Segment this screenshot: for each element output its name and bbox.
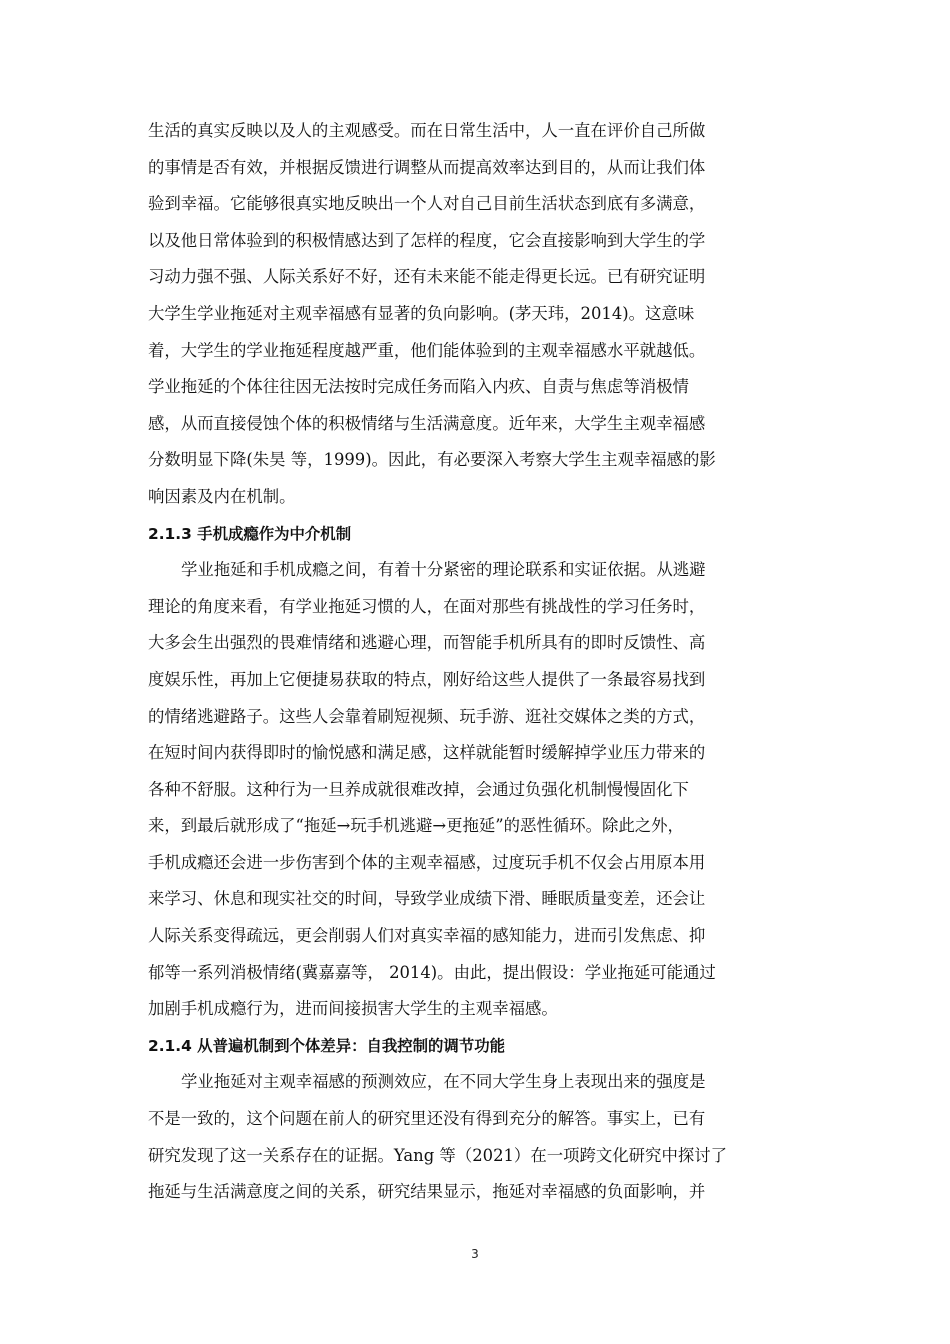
text-line: 响因素及内在机制。 — [148, 486, 296, 506]
text-line: 大多会生出强烈的畏难情绪和逃避心理，而智能手机所具有的即时反馈性、高 — [148, 633, 706, 653]
paragraph-continued — [148, 113, 803, 516]
text-line: 郁等一系列消极情绪(冀嘉嘉等， 2014)。由此，提出假设：学业拖延可能通过 — [148, 962, 716, 982]
text-line: 学业拖延对主观幸福感的预测效应，在不同大学生身上表现出来的强度是 — [181, 1072, 706, 1092]
text-line: 来，到最后就形成了“拖延→玩手机逃避→更拖延”的恶性循环。除此之外， — [148, 816, 684, 836]
page-body — [148, 113, 803, 1211]
section-heading-2-1-4: 2.1.4 从普遍机制到个体差异：自我控制的调节功能 — [148, 1036, 505, 1055]
text-line: 拖延与生活满意度之间的关系，研究结果显示，拖延对幸福感的负面影响，并 — [148, 1182, 706, 1202]
text-line: 感，从而直接侵蚀个体的积极情绪与生活满意度。近年来，大学生主观幸福感 — [148, 413, 706, 433]
text-line: 度娱乐性，再加上它便捷易获取的特点，刚好给这些人提供了一条最容易找到 — [148, 669, 706, 689]
text-line: 不是一致的，这个问题在前人的研究里还没有得到充分的解答。事实上，已有 — [148, 1109, 706, 1129]
paragraph-section-2-1-3 — [148, 552, 803, 1028]
text-line: 手机成瘾还会进一步伤害到个体的主观幸福感，过度玩手机不仅会占用原本用 — [148, 852, 706, 872]
page-number: 3 — [471, 1247, 479, 1261]
text-line: 的事情是否有效，并根据反馈进行调整从而提高效率达到目的，从而让我们体 — [148, 157, 706, 177]
text-line: 理论的角度来看，有学业拖延习惯的人，在面对那些有挑战性的学习任务时， — [148, 596, 706, 616]
text-line: 人际关系变得疏远，更会削弱人们对真实幸福的感知能力，进而引发焦虑、抑 — [148, 926, 706, 946]
paragraph-section-2-1-4 — [148, 1064, 803, 1210]
text-line: 验到幸福。它能够很真实地反映出一个人对自己目前生活状态到底有多满意， — [148, 194, 706, 214]
text-line: 学业拖延和手机成瘾之间，有着十分紧密的理论联系和实证依据。从逃避 — [181, 560, 706, 580]
text-line: 学业拖延的个体往往因无法按时完成任务而陷入内疚、自责与焦虑等消极情 — [148, 377, 689, 397]
text-line: 大学生学业拖延对主观幸福感有显著的负向影响。(茅天玮，2014)。这意味 — [148, 303, 695, 323]
text-line: 各种不舒服。这种行为一旦养成就很难改掉，会通过负强化机制慢慢固化下 — [148, 779, 689, 799]
text-line: 生活的真实反映以及人的主观感受。而在日常生活中，人一直在评价自己所做 — [148, 121, 706, 140]
text-line: 的情绪逃避路子。这些人会靠着刷短视频、玩手游、逛社交媒体之类的方式， — [148, 706, 706, 726]
text-line: 着，大学生的学业拖延程度越严重，他们能体验到的主观幸福感水平就越低。 — [148, 340, 706, 360]
text-line: 以及他日常体验到的积极情感达到了怎样的程度，它会直接影响到大学生的学 — [148, 230, 706, 250]
text-line: 习动力强不强、人际关系好不好，还有未来能不能走得更长远。已有研究证明 — [148, 267, 706, 287]
text-line: 加剧手机成瘾行为，进而间接损害大学生的主观幸福感。 — [148, 999, 558, 1019]
text-line: 在短时间内获得即时的愉悦感和满足感，这样就能暂时缓解掉学业压力带来的 — [148, 743, 706, 763]
text-line: 来学习、休息和现实社交的时间，导致学业成绩下滑、睡眠质量变差，还会让 — [148, 889, 706, 909]
text-line: 研究发现了这一关系存在的证据。Yang 等（2021）在一项跨文化研究中探讨了 — [148, 1145, 728, 1165]
section-heading-2-1-3: 2.1.3 手机成瘾作为中介机制 — [148, 524, 352, 543]
text-line: 分数明显下降(朱昊 等，1999)。因此，有必要深入考察大学生主观幸福感的影 — [148, 450, 716, 470]
